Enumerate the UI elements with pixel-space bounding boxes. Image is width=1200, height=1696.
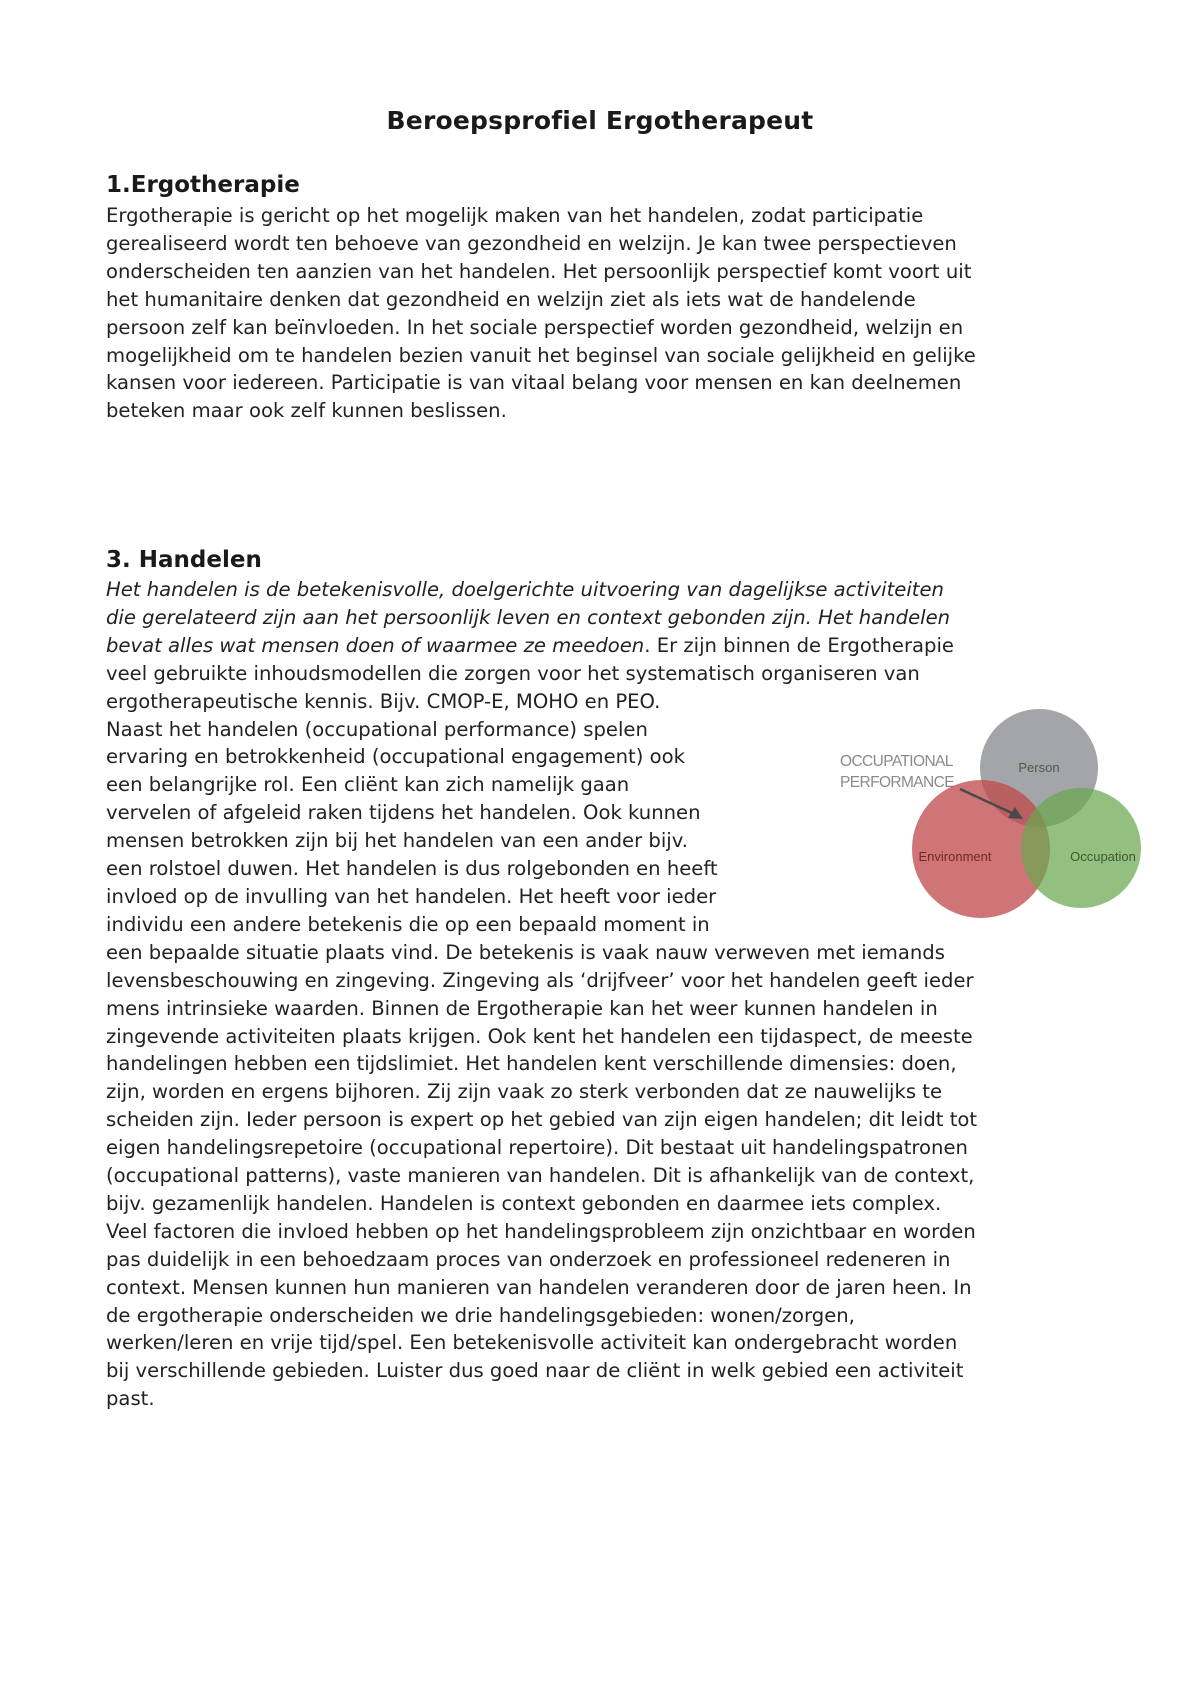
- paragraph-line: werken/leren en vrije tijd/spel. Een betekenisvolle activiteit kan ondergebracht worden: [106, 1331, 958, 1355]
- paragraph-line: handelingen hebben een tijdslimiet. Het handelen kent verschillende dimensies: doen,: [106, 1052, 957, 1076]
- paragraph-line: eigen handelingsrepetoire (occupational repertoire). Dit bestaat uit handelingspatronen: [106, 1136, 968, 1160]
- paragraph-line: persoon zelf kan beïnvloeden. In het sociale perspectief worden gezondheid, welzijn en: [106, 315, 964, 339]
- regular-fragment: . Er zijn binnen de Ergotherapie: [644, 633, 954, 657]
- paragraph-line: zijn, worden en ergens bijhoren. Zij zijn vaak zo sterk verbonden dat ze nauwelijks te: [106, 1080, 943, 1104]
- paragraph-line: (occupational patterns), vaste manieren van handelen. Dit is afhankelijk van de context,: [106, 1164, 975, 1188]
- paragraph-line: mensen betrokken zijn bij het handelen van een ander bijv.: [106, 829, 689, 853]
- paragraph-line: de ergotherapie onderscheiden we drie handelingsgebieden: wonen/zorgen,: [106, 1303, 855, 1327]
- occupational-performance-label-line1: OCCUPATIONAL: [840, 753, 953, 770]
- paragraph-line: scheiden zijn. Ieder persoon is expert op het gebied van zijn eigen handelen; dit leidt tot: [106, 1108, 978, 1132]
- section-3-paragraph: [106, 576, 1106, 1413]
- paragraph-line: invloed op de invulling van het handelen. Het heeft voor ieder: [106, 884, 717, 908]
- paragraph-line: een belangrijke rol. Een cliënt kan zich namelijk gaan: [106, 773, 630, 797]
- paragraph-line: bijv. gezamenlijk handelen. Handelen is context gebonden en daarmee iets complex.: [106, 1191, 942, 1215]
- paragraph-line: mens intrinsieke waarden. Binnen de Ergotherapie kan het weer kunnen handelen in: [106, 996, 938, 1020]
- italic-fragment: bevat alles wat mensen doen of waarmee ze meedoen: [106, 633, 645, 657]
- paragraph-line: Naast het handelen (occupational performance) spelen: [106, 717, 648, 741]
- paragraph-line: vervelen of afgeleid raken tijdens het handelen. Ook kunnen: [106, 801, 701, 825]
- paragraph-line: individu een andere betekenis die op een bepaald moment in: [106, 912, 710, 936]
- paragraph-line: onderscheiden ten aanzien van het handelen. Het persoonlijk perspectief komt voort uit: [106, 259, 972, 283]
- paragraph-line: pas duidelijk in een behoedzaam proces van onderzoek en professioneel redeneren in: [106, 1247, 951, 1271]
- paragraph-line: gerealiseerd wordt ten behoeve van gezondheid en welzijn. Je kan twee perspectieven: [106, 231, 957, 255]
- paragraph-line: beteken maar ook zelf kunnen beslissen.: [106, 399, 507, 423]
- environment-label: Environment: [918, 849, 992, 864]
- paragraph-line-italic: die gerelateerd zijn aan het persoonlijk leven en context gebonden zijn. Het handelen: [106, 605, 951, 629]
- paragraph-line: ervaring en betrokkenheid (occupational engagement) ook: [106, 745, 685, 769]
- document-title: Beroepsprofiel Ergotherapeut: [386, 106, 814, 135]
- paragraph-line: veel gebruikte inhoudsmodellen die zorgen voor het systematisch organiseren van: [106, 661, 920, 685]
- paragraph-line: kansen voor iedereen. Participatie is van vitaal belang voor mensen en kan deelnemen: [106, 371, 962, 395]
- paragraph-line: Veel factoren die invloed hebben op het handelingsprobleem zijn onzichtbaar en worden: [106, 1219, 976, 1243]
- occupation-circle: [1021, 788, 1141, 908]
- occupation-label: Occupation: [1070, 849, 1136, 864]
- paragraph-line: een bepaalde situatie plaats vind. De betekenis is vaak nauw verweven met iemands: [106, 940, 945, 964]
- section-1-heading: 1.Ergotherapie: [106, 172, 300, 198]
- paragraph-line-italic: Het handelen is de betekenisvolle, doelgerichte uitvoering van dagelijkse activiteiten: [106, 578, 944, 601]
- paragraph-line: context. Mensen kunnen hun manieren van handelen veranderen door de jaren heen. In: [106, 1275, 972, 1299]
- paragraph-line: mogelijkheid om te handelen bezien vanuit het beginsel van sociale gelijkheid en gelijke: [106, 343, 976, 367]
- paragraph-line: past.: [106, 1387, 155, 1411]
- paragraph-line-mixed: [106, 632, 1106, 660]
- section-3-heading: 3. Handelen: [106, 547, 262, 573]
- occupational-performance-label-line2: PERFORMANCE: [840, 774, 954, 791]
- paragraph-line: zingevende activiteiten plaats krijgen. Ook kent het handelen een tijdaspect, de meeste: [106, 1024, 973, 1048]
- paragraph-line: Ergotherapie is gericht op het mogelijk maken van het handelen, zodat participatie: [106, 204, 924, 227]
- paragraph-line: levensbeschouwing en zingeving. Zingeving als ‘drijfveer’ voor het handelen geeft ieder: [106, 968, 974, 992]
- paragraph-line: een rolstoel duwen. Het handelen is dus rolgebonden en heeft: [106, 857, 718, 881]
- paragraph-line: bij verschillende gebieden. Luister dus goed naar de cliënt in welk gebied een activiteit: [106, 1359, 964, 1383]
- paragraph-line: ergotherapeutische kennis. Bijv. CMOP-E, MOHO en PEO.: [106, 689, 661, 713]
- pe-o-venn-diagram: [830, 706, 1150, 928]
- person-label: Person: [1018, 760, 1060, 775]
- paragraph-line: het humanitaire denken dat gezondheid en welzijn ziet als iets wat de handelende: [106, 287, 916, 311]
- section-1-paragraph: [106, 202, 1106, 425]
